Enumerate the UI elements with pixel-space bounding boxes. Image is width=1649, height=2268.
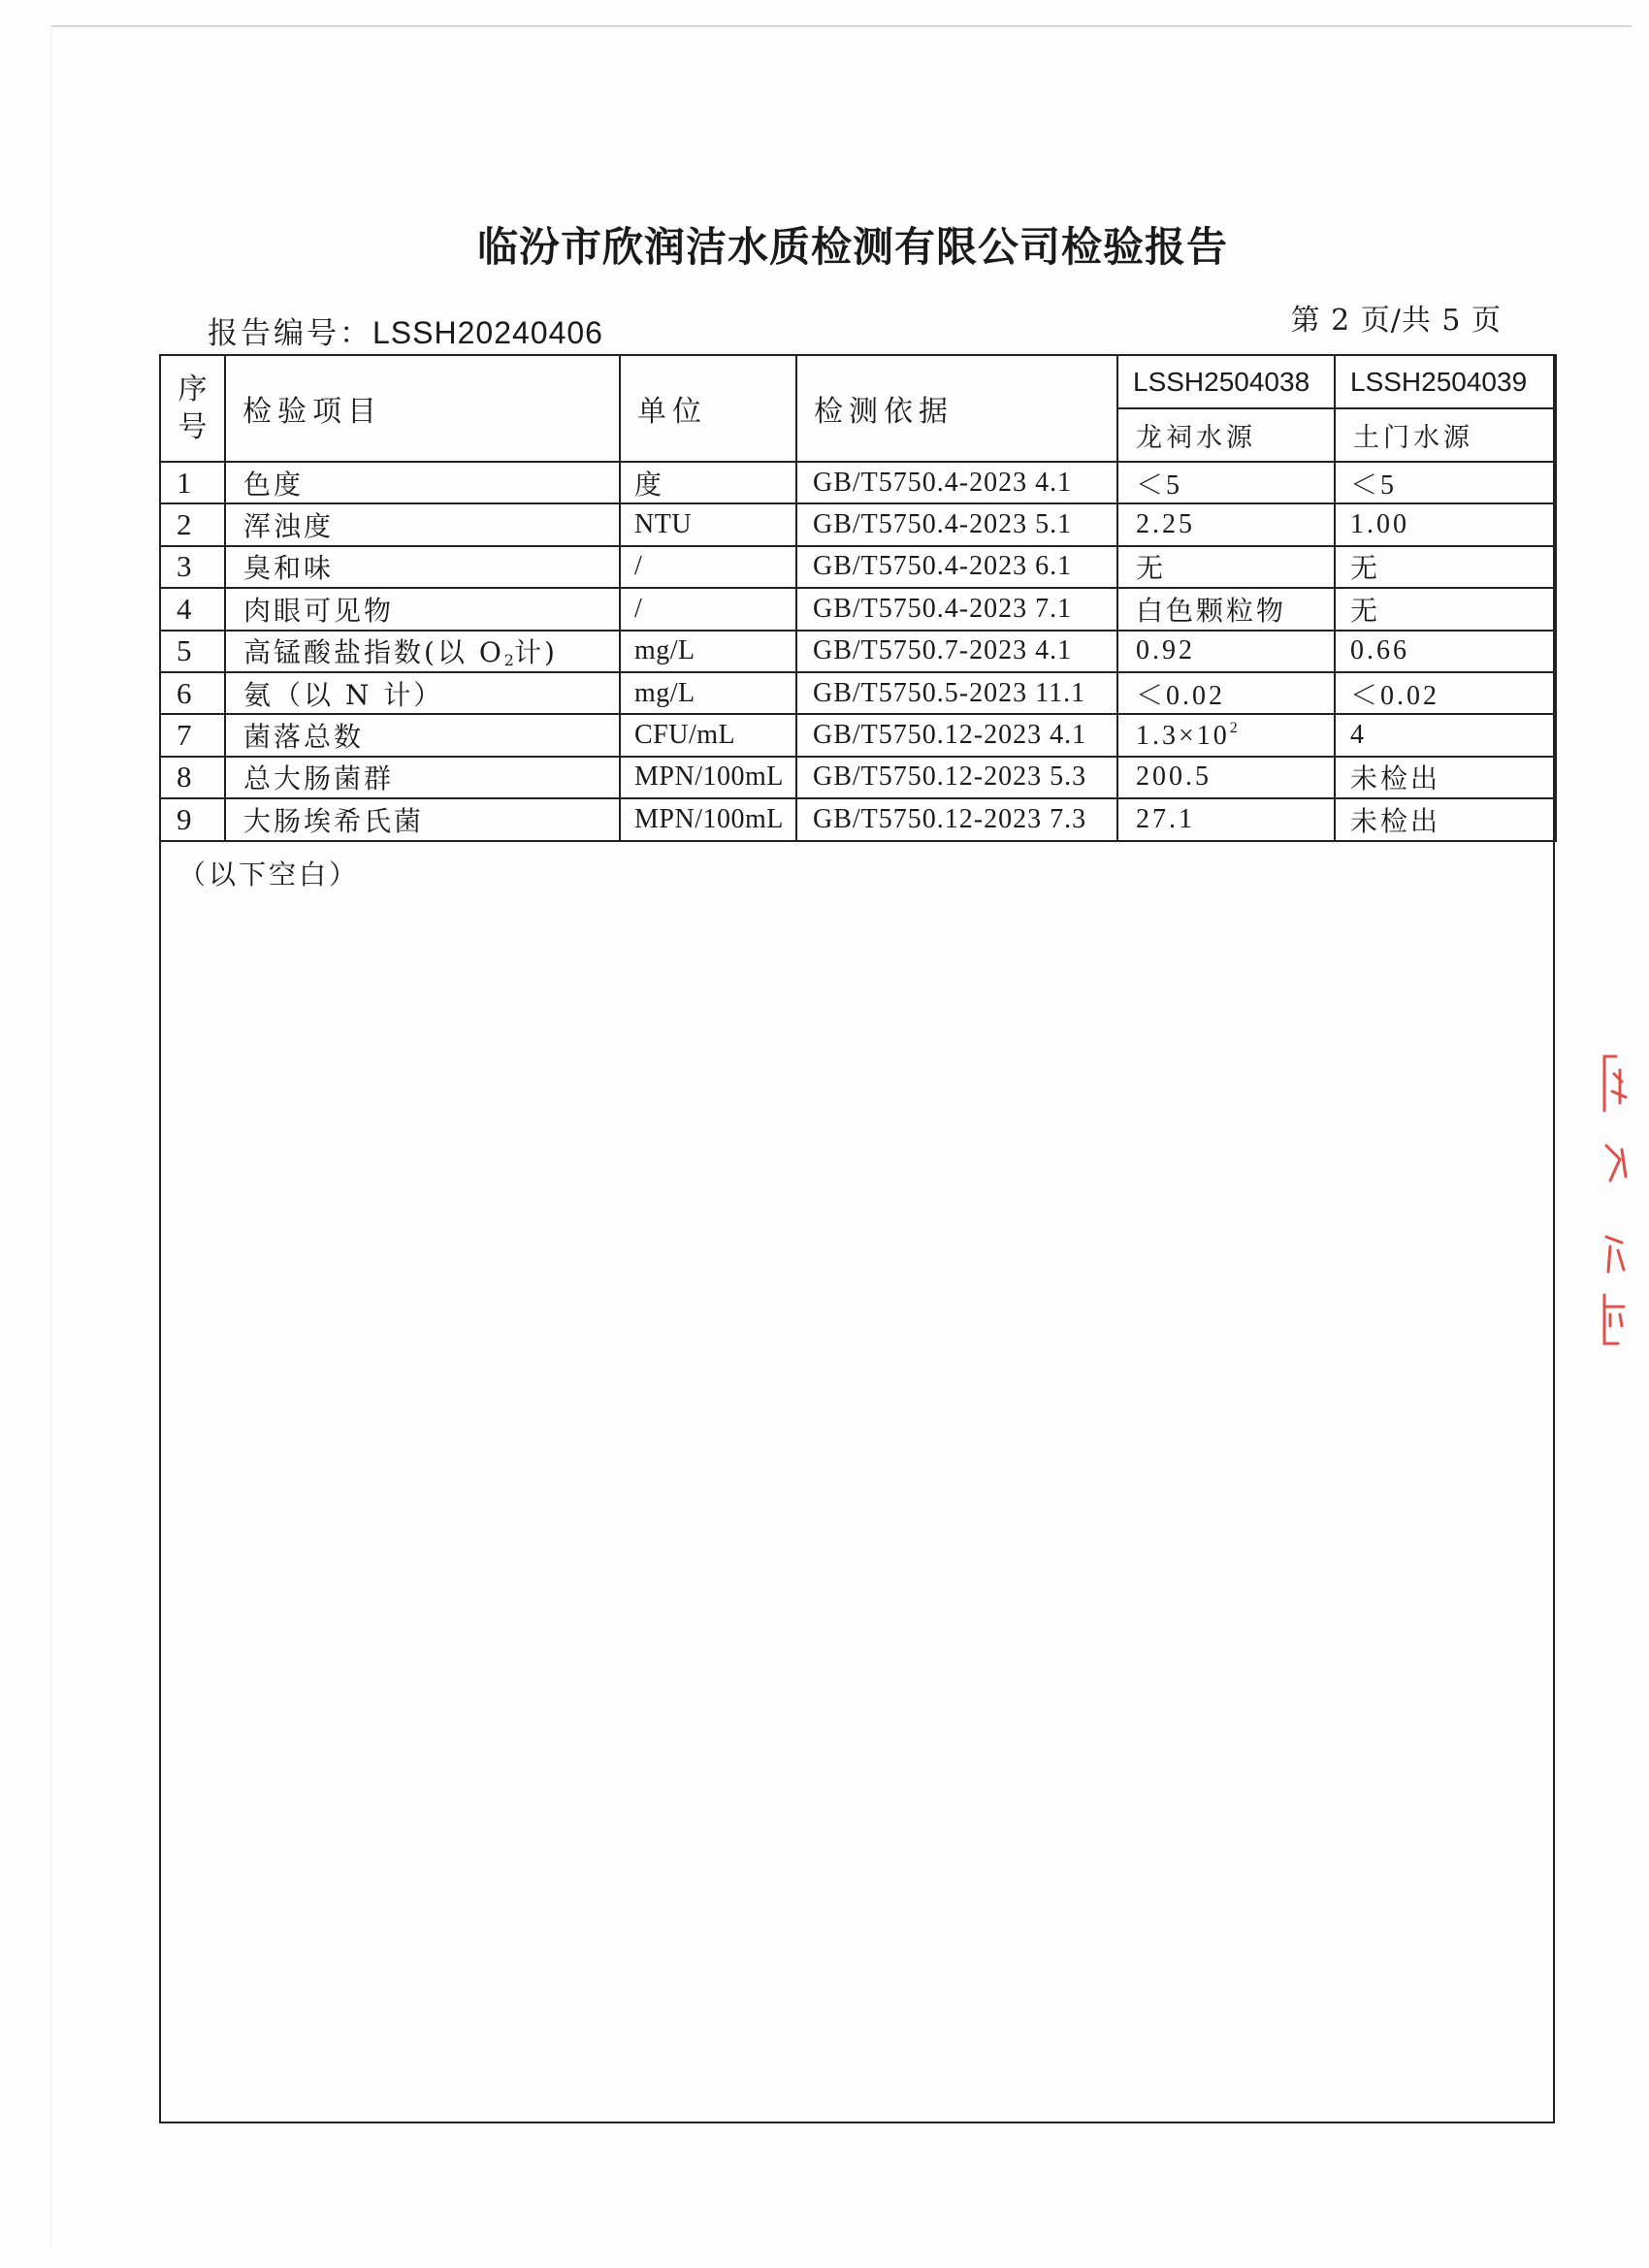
cell-unit: MPN/100mL	[620, 798, 796, 840]
cell-method: GB/T5750.5-2023 11.1	[796, 672, 1117, 714]
cell-sample-2: 1.00	[1335, 503, 1556, 545]
cell-sample-2: 0.66	[1335, 631, 1556, 672]
table-row	[160, 503, 1556, 545]
header-no	[160, 355, 225, 462]
cell-unit: NTU	[620, 503, 796, 545]
cell-sample-1-superscript: 2	[1229, 719, 1238, 736]
cell-no: 1	[160, 462, 225, 503]
header-item: 检验项目	[225, 355, 620, 462]
scan-edge-left	[50, 25, 51, 2247]
cell-sample-2: 未检出	[1335, 798, 1556, 840]
report-number-label: 报告编号：	[208, 316, 372, 351]
header-sample-name-1: 龙祠水源	[1117, 408, 1335, 462]
cell-sample-2: 未检出	[1335, 757, 1556, 798]
cell-sample-1	[1117, 714, 1335, 756]
seal-fragment	[1597, 1053, 1632, 1353]
cell-sample-2: ＜5	[1335, 462, 1556, 503]
cell-sample-2: 无	[1335, 588, 1556, 630]
cell-method: GB/T5750.12-2023 4.1	[796, 714, 1117, 756]
cell-sample-1: ＜5	[1117, 462, 1335, 503]
cell-method: GB/T5750.4-2023 6.1	[796, 546, 1117, 588]
cell-method: GB/T5750.12-2023 7.3	[796, 798, 1117, 840]
cell-item-text-after: 计)	[513, 636, 558, 669]
cell-item: 色度	[225, 462, 620, 503]
table-row	[160, 714, 1556, 756]
cell-sample-1: 27.1	[1117, 798, 1335, 840]
header-sample-code-1: LSSH2504038	[1117, 355, 1335, 408]
table-row	[160, 588, 1556, 630]
cell-unit: mg/L	[620, 672, 796, 714]
cell-unit: CFU/mL	[620, 714, 796, 756]
table-row	[160, 798, 1556, 840]
header-method: 检测依据	[796, 355, 1117, 462]
cell-sample-1: 200.5	[1117, 757, 1335, 798]
cell-method: GB/T5750.4-2023 4.1	[796, 462, 1117, 503]
cell-item: 臭和味	[225, 546, 620, 588]
cell-no: 8	[160, 757, 225, 798]
cell-method: GB/T5750.12-2023 5.3	[796, 757, 1117, 798]
header-unit: 单位	[620, 355, 796, 462]
cell-no: 5	[160, 631, 225, 672]
cell-sample-1: 无	[1117, 546, 1335, 588]
cell-sample-1: ＜0.02	[1117, 672, 1335, 714]
cell-item	[225, 631, 620, 672]
table-row	[160, 546, 1556, 588]
report-number-value: LSSH20240406	[372, 315, 603, 350]
cell-item: 肉眼可见物	[225, 588, 620, 630]
scan-edge-top	[50, 25, 1632, 27]
cell-unit: MPN/100mL	[620, 757, 796, 798]
cell-sample-1-text: 1.3×10	[1136, 720, 1230, 751]
cell-no: 6	[160, 672, 225, 714]
report-number	[208, 308, 603, 352]
table-row	[160, 631, 1556, 672]
results-table	[159, 354, 1557, 842]
table-row	[160, 757, 1556, 798]
blank-below-note: （以下空白）	[178, 859, 360, 891]
cell-sample-2: 无	[1335, 546, 1556, 588]
cell-sample-2: ＜0.02	[1335, 672, 1556, 714]
table-row	[160, 672, 1556, 714]
cell-unit: 度	[620, 462, 796, 503]
cell-method: GB/T5750.4-2023 5.1	[796, 503, 1117, 545]
cell-item: 菌落总数	[225, 714, 620, 756]
cell-unit: /	[620, 546, 796, 588]
cell-no: 2	[160, 503, 225, 545]
cell-sample-2: 4	[1335, 714, 1556, 756]
cell-item: 氨（以 N 计）	[225, 672, 620, 714]
cell-item: 浑浊度	[225, 503, 620, 545]
cell-no: 3	[160, 546, 225, 588]
cell-item-subscript: 2	[503, 651, 514, 670]
cell-unit: /	[620, 588, 796, 630]
cell-item: 大肠埃希氏菌	[225, 798, 620, 840]
cell-sample-1: 2.25	[1117, 503, 1335, 545]
cell-method: GB/T5750.7-2023 4.1	[796, 631, 1117, 672]
cell-sample-1: 白色颗粒物	[1117, 588, 1335, 630]
cell-unit: mg/L	[620, 631, 796, 672]
table-header-row	[160, 355, 1556, 408]
page-indicator: 第 2 页/共 5 页	[1290, 304, 1502, 338]
header-no-label: 序号	[178, 373, 208, 444]
table-row	[160, 462, 1556, 503]
cell-method: GB/T5750.4-2023 7.1	[796, 588, 1117, 630]
header-sample-code-2: LSSH2504039	[1335, 355, 1556, 408]
cell-no: 9	[160, 798, 225, 840]
cell-no: 7	[160, 714, 225, 756]
header-sample-name-2: 土门水源	[1335, 408, 1556, 462]
cell-item: 总大肠菌群	[225, 757, 620, 798]
cell-item-text: 高锰酸盐指数(以 O	[243, 636, 504, 669]
report-title: 临汾市欣润洁水质检测有限公司检验报告	[476, 223, 1228, 271]
cell-no: 4	[160, 588, 225, 630]
cell-sample-1: 0.92	[1117, 631, 1335, 672]
